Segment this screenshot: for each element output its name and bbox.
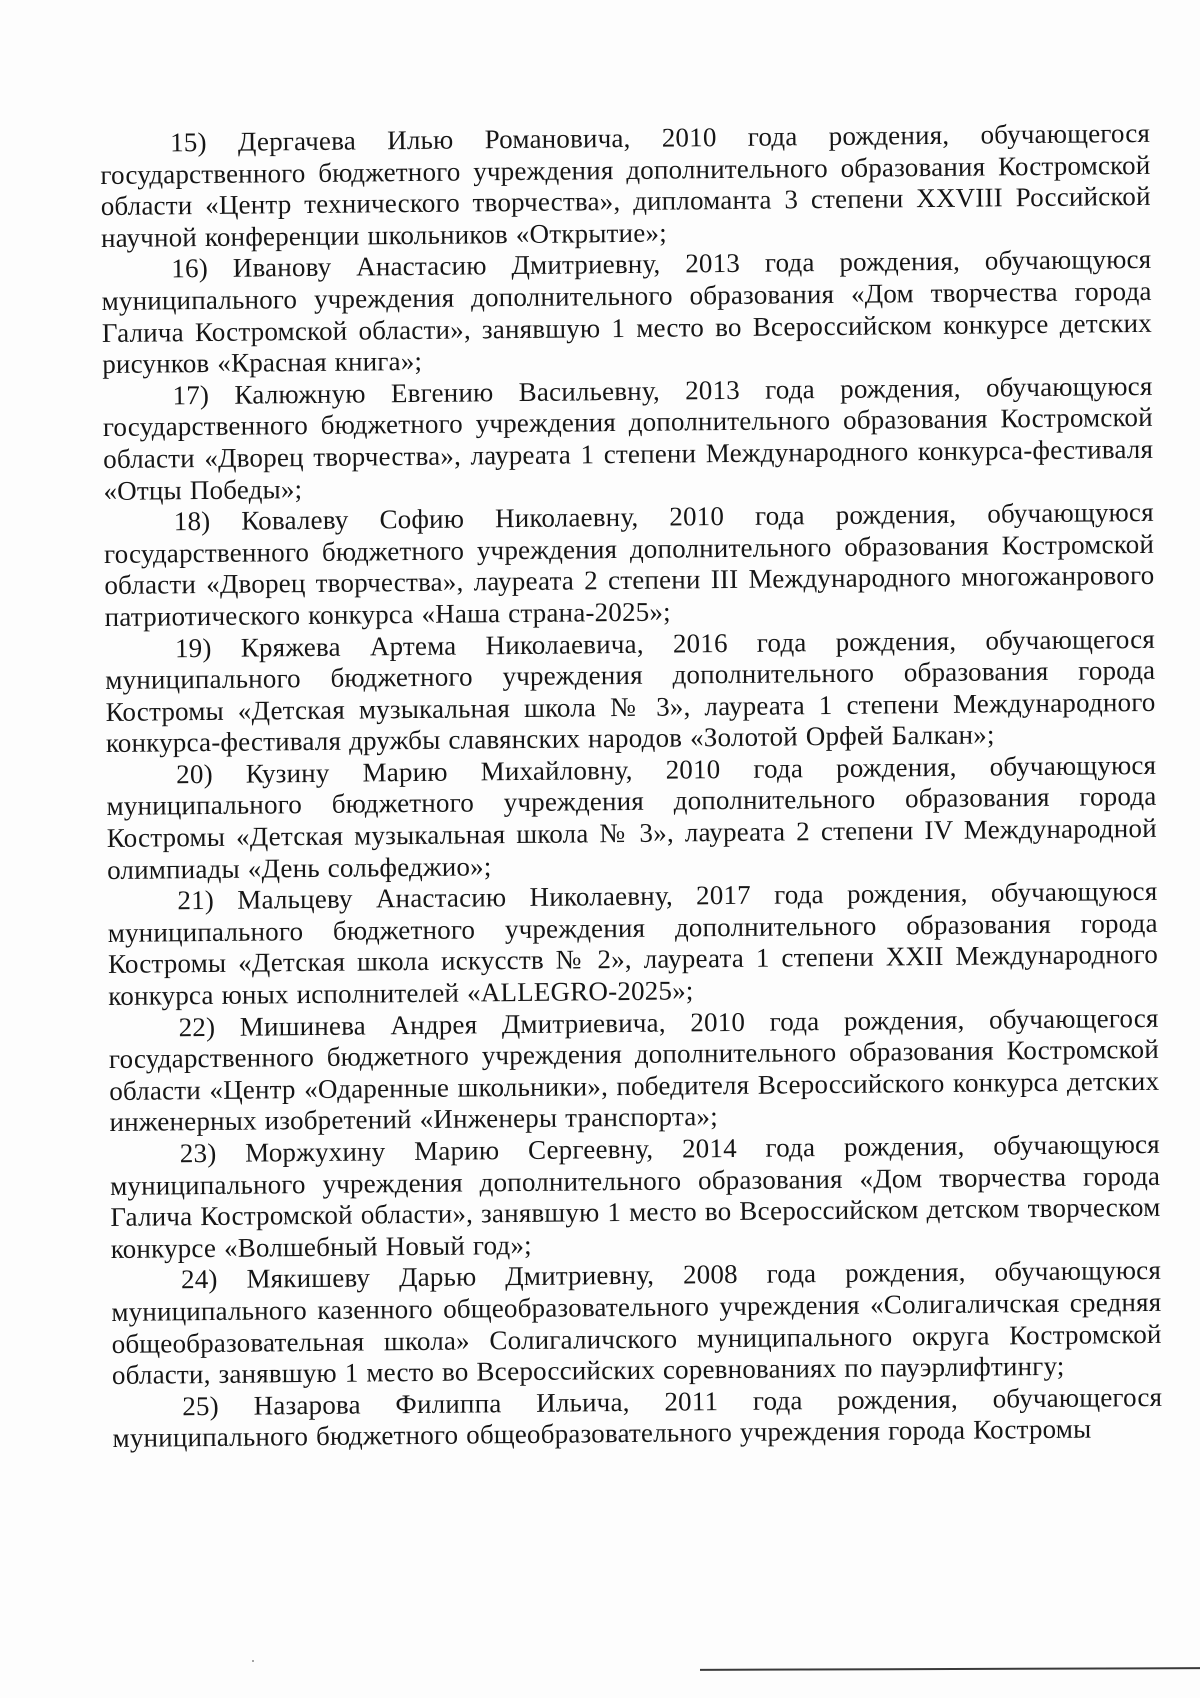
list-item: 19) Кряжева Артема Николаевича, 2016 года рождения, обучающегося муниципального бюджетного учреждения дополнительного образования города Костромы «Детская музыкальная школа № 3», лауреата 1 степени Международного конкурса-фестиваля дружбы славянских народов «Золотой Орфей Балкан»;	[105, 623, 1156, 759]
list-item: 20) Кузину Марию Михайловну, 2010 года рождения, обучающуюся муниципального бюджетного учреждения дополнительного образования города Костромы «Детская музыкальная школа № 3», лауреата 2 степени IV Международной олимпиады «День сольфеджио»;	[106, 749, 1157, 885]
list-item: 17) Калюжную Евгению Васильевну, 2013 года рождения, обучающуюся государственного бюджетного учреждения дополнительного образования Костромской области «Дворец творчества», лауреата 1 степени Международного конкурса-фестиваля «Отцы Победы»;	[102, 370, 1154, 506]
list-item: 25) Назарова Филиппа Ильича, 2011 года рождения, обучающегося муниципального бюджетного общеобразовательного учреждения города Костромы	[112, 1381, 1163, 1454]
list-item: 18) Ковалеву Софию Николаевну, 2010 года рождения, обучающуюся государственного бюджетного учреждения дополнительного образования Костромской области «Дворец творчества», лауреата 2 степени III Международного многожанрового патриотического конкурса «Наша страна-2025»;	[103, 497, 1155, 632]
scan-speck	[252, 1660, 254, 1662]
list-item: 24) Мякишеву Дарью Дмитриевну, 2008 года рождения, обучающуюся муниципального казенного общеобразовательного учреждения «Солигаличская средняя общеобразовательная школа» Солигаличского муниципального округа Костромской области, занявшую 1 место во Всероссийских соревнованиях по пауэрлифтингу;	[111, 1255, 1162, 1391]
page-bottom-rule	[700, 1667, 1200, 1671]
list-item: 21) Мальцеву Анастасию Николаевну, 2017 года рождения, обучающуюся муниципального бюджетного учреждения дополнительного образования города Костромы «Детская школа искусств № 2», лауреата 1 степени XXII Международного конкурса юных исполнителей «ALLEGRO-2025»;	[107, 876, 1159, 1011]
list-item: 22) Мишинева Андрея Дмитриевича, 2010 года рождения, обучающегося государственного бюджетного учреждения дополнительного образования Костромской области «Центр «Одаренные школьники», победителя Всероссийского конкурса детских инженерных изобретений «Инженеры транспорта»;	[108, 1002, 1160, 1138]
list-item: 16) Иванову Анастасию Дмитриевну, 2013 года рождения, обучающуюся муниципального учреждения дополнительного образования «Дом творчества города Галича Костромской области», занявшую 1 место во Всероссийском конкурсе детских рисунков «Красная книга»;	[101, 244, 1153, 380]
document-body	[100, 118, 1163, 1455]
list-item: 23) Моржухину Марию Сергеевну, 2014 года рождения, обучающуюся муниципального учреждения дополнительного образования «Дом творчества города Галича Костромской области», занявшую 1 место во Всероссийском детском творческом конкурсе «Волшебный Новый год»;	[110, 1128, 1161, 1264]
list-item: 15) Дергачева Илью Романовича, 2010 года рождения, обучающегося государственного бюджетного учреждения дополнительного образования Костромской области «Центр технического творчества», дипломанта 3 степени XXVIII Российской научной конференции школьников «Открытие»;	[100, 117, 1151, 253]
